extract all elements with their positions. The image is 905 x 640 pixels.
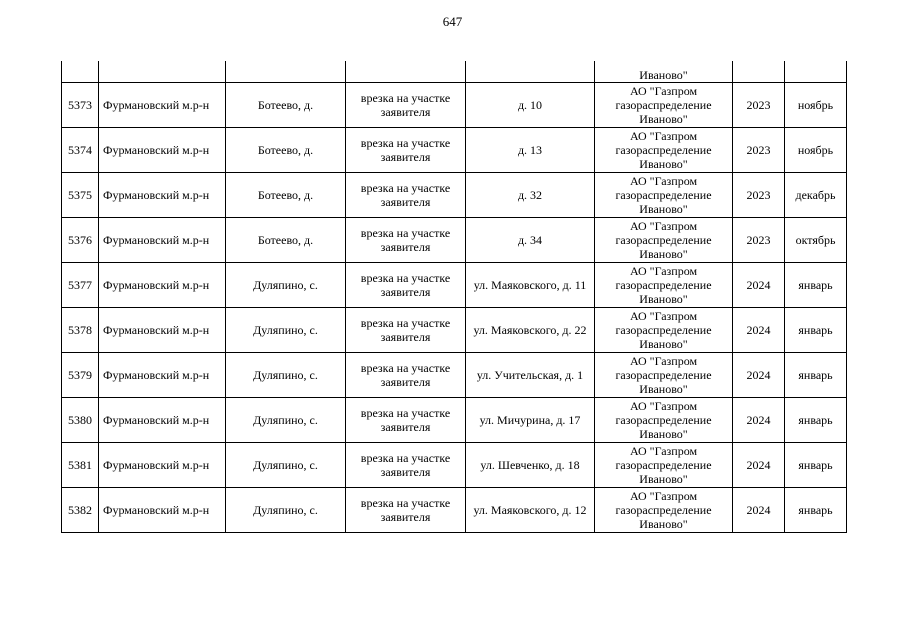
- cell-settlement: Ботеево, д.: [226, 83, 346, 128]
- table-row: [62, 128, 847, 173]
- cell-year: 2024: [733, 443, 785, 488]
- cell-address: ул. Маяковского, д. 11: [466, 263, 595, 308]
- cell-address: ул. Маяковского, д. 22: [466, 308, 595, 353]
- cell-district: [99, 61, 226, 83]
- organization-line: газораспределение: [615, 368, 712, 382]
- organization-line: АО "Газпром: [629, 309, 698, 323]
- cell-organization: [595, 398, 733, 443]
- cell-address: ул. Маяковского, д. 12: [466, 488, 595, 533]
- organization-line: газораспределение: [615, 323, 712, 337]
- cell-year: 2023: [733, 83, 785, 128]
- cell-connection: врезка на участке заявителя: [346, 443, 466, 488]
- cell-district: Фурмановский м.р-н: [99, 218, 226, 263]
- organization-line: Иваново": [639, 292, 688, 306]
- cell-district: Фурмановский м.р-н: [99, 443, 226, 488]
- table-row: [62, 488, 847, 533]
- organization-line: АО "Газпром: [629, 219, 698, 233]
- cell-organization: [595, 488, 733, 533]
- cell-year: [733, 61, 785, 83]
- table-row: [62, 398, 847, 443]
- cell-settlement: [226, 61, 346, 83]
- cell-district: Фурмановский м.р-н: [99, 488, 226, 533]
- cell-settlement: Дуляпино, с.: [226, 353, 346, 398]
- cell-settlement: Ботеево, д.: [226, 218, 346, 263]
- organization-line: Иваново": [639, 427, 688, 441]
- cell-connection: врезка на участке заявителя: [346, 308, 466, 353]
- organization-line: Иваново": [639, 472, 688, 486]
- organization-line: АО "Газпром: [629, 444, 698, 458]
- cell-organization: [595, 128, 733, 173]
- cell-year: 2024: [733, 353, 785, 398]
- cell-district: Фурмановский м.р-н: [99, 263, 226, 308]
- organization-line: Иваново": [639, 337, 688, 351]
- cell-month: январь: [785, 488, 847, 533]
- cell-organization: [595, 83, 733, 128]
- cell-connection: [346, 61, 466, 83]
- cell-address: ул. Мичурина, д. 17: [466, 398, 595, 443]
- cell-settlement: Дуляпино, с.: [226, 398, 346, 443]
- cell-month: январь: [785, 263, 847, 308]
- cell-organization: [595, 218, 733, 263]
- organization-line: Иваново": [639, 157, 688, 171]
- organization-line: АО "Газпром: [629, 129, 698, 143]
- organization-line: АО "Газпром: [629, 354, 698, 368]
- cell-year: 2024: [733, 488, 785, 533]
- page-number: 647: [442, 14, 463, 29]
- table-row: [62, 83, 847, 128]
- organization-line: АО "Газпром: [629, 84, 698, 98]
- cell-connection: врезка на участке заявителя: [346, 398, 466, 443]
- organization-line: АО "Газпром: [629, 399, 698, 413]
- registry-table: [61, 61, 847, 533]
- table-row: [62, 218, 847, 263]
- organization-line: АО "Газпром: [629, 264, 698, 278]
- cell-num: 5381: [62, 443, 99, 488]
- cell-district: Фурмановский м.р-н: [99, 308, 226, 353]
- cell-address: д. 10: [466, 83, 595, 128]
- cell-month: январь: [785, 353, 847, 398]
- cell-num: 5378: [62, 308, 99, 353]
- organization-line: газораспределение: [615, 188, 712, 202]
- cell-settlement: Дуляпино, с.: [226, 443, 346, 488]
- cell-year: 2023: [733, 173, 785, 218]
- cell-month: декабрь: [785, 173, 847, 218]
- organization-line: Иваново": [639, 247, 688, 261]
- organization-line: газораспределение: [615, 278, 712, 292]
- cell-num: 5380: [62, 398, 99, 443]
- table-row: [62, 263, 847, 308]
- cell-connection: врезка на участке заявителя: [346, 128, 466, 173]
- cell-organization: [595, 173, 733, 218]
- organization-line: газораспределение: [615, 413, 712, 427]
- cell-year: 2024: [733, 398, 785, 443]
- cell-month: ноябрь: [785, 128, 847, 173]
- table-row: [62, 353, 847, 398]
- cell-connection: врезка на участке заявителя: [346, 173, 466, 218]
- cell-month: январь: [785, 308, 847, 353]
- cell-district: Фурмановский м.р-н: [99, 398, 226, 443]
- organization-line: газораспределение: [615, 98, 712, 112]
- organization-line: Иваново": [639, 382, 688, 396]
- cell-organization: [595, 308, 733, 353]
- cell-settlement: Дуляпино, с.: [226, 308, 346, 353]
- organization-line: газораспределение: [615, 233, 712, 247]
- organization-line: газораспределение: [615, 143, 712, 157]
- cell-connection: врезка на участке заявителя: [346, 488, 466, 533]
- cell-settlement: Дуляпино, с.: [226, 488, 346, 533]
- cell-settlement: Ботеево, д.: [226, 128, 346, 173]
- cell-month: январь: [785, 443, 847, 488]
- cell-settlement: Ботеево, д.: [226, 173, 346, 218]
- cell-month: ноябрь: [785, 83, 847, 128]
- table-row: [62, 173, 847, 218]
- cell-district: Фурмановский м.р-н: [99, 128, 226, 173]
- organization-line: АО "Газпром: [629, 489, 698, 503]
- cell-organization: [595, 263, 733, 308]
- cell-num: 5379: [62, 353, 99, 398]
- organization-line: газораспределение: [615, 458, 712, 472]
- cell-num: 5373: [62, 83, 99, 128]
- cell-address: д. 34: [466, 218, 595, 263]
- organization-line: Иваново": [639, 517, 688, 531]
- cell-num: 5376: [62, 218, 99, 263]
- cell-year: 2023: [733, 128, 785, 173]
- organization-line: Иваново": [639, 112, 688, 126]
- cell-settlement: Дуляпино, с.: [226, 263, 346, 308]
- cell-district: Фурмановский м.р-н: [99, 353, 226, 398]
- cell-district: Фурмановский м.р-н: [99, 83, 226, 128]
- table-row: [62, 308, 847, 353]
- cell-organization: [595, 353, 733, 398]
- organization-line: АО "Газпром: [629, 174, 698, 188]
- cell-connection: врезка на участке заявителя: [346, 353, 466, 398]
- cell-month: октябрь: [785, 218, 847, 263]
- cell-month: январь: [785, 398, 847, 443]
- cell-num: 5377: [62, 263, 99, 308]
- cell-organization: [595, 443, 733, 488]
- cell-connection: врезка на участке заявителя: [346, 83, 466, 128]
- table-row: [62, 443, 847, 488]
- cell-year: 2024: [733, 263, 785, 308]
- cell-year: 2023: [733, 218, 785, 263]
- cell-year: 2024: [733, 308, 785, 353]
- cell-connection: врезка на участке заявителя: [346, 218, 466, 263]
- organization-line: Иваново": [639, 202, 688, 216]
- cell-connection: врезка на участке заявителя: [346, 263, 466, 308]
- cell-address: д. 13: [466, 128, 595, 173]
- organization-line: газораспределение: [615, 503, 712, 517]
- cell-num: 5382: [62, 488, 99, 533]
- cell-district: Фурмановский м.р-н: [99, 173, 226, 218]
- cell-num: [62, 61, 99, 83]
- cell-address: ул. Шевченко, д. 18: [466, 443, 595, 488]
- cell-organization: Иваново": [595, 61, 733, 83]
- cell-address: д. 32: [466, 173, 595, 218]
- table-row-continuation: [62, 61, 847, 83]
- cell-address: ул. Учительская, д. 1: [466, 353, 595, 398]
- cell-num: 5375: [62, 173, 99, 218]
- cell-month: [785, 61, 847, 83]
- cell-num: 5374: [62, 128, 99, 173]
- table-body: [62, 61, 847, 533]
- cell-address: [466, 61, 595, 83]
